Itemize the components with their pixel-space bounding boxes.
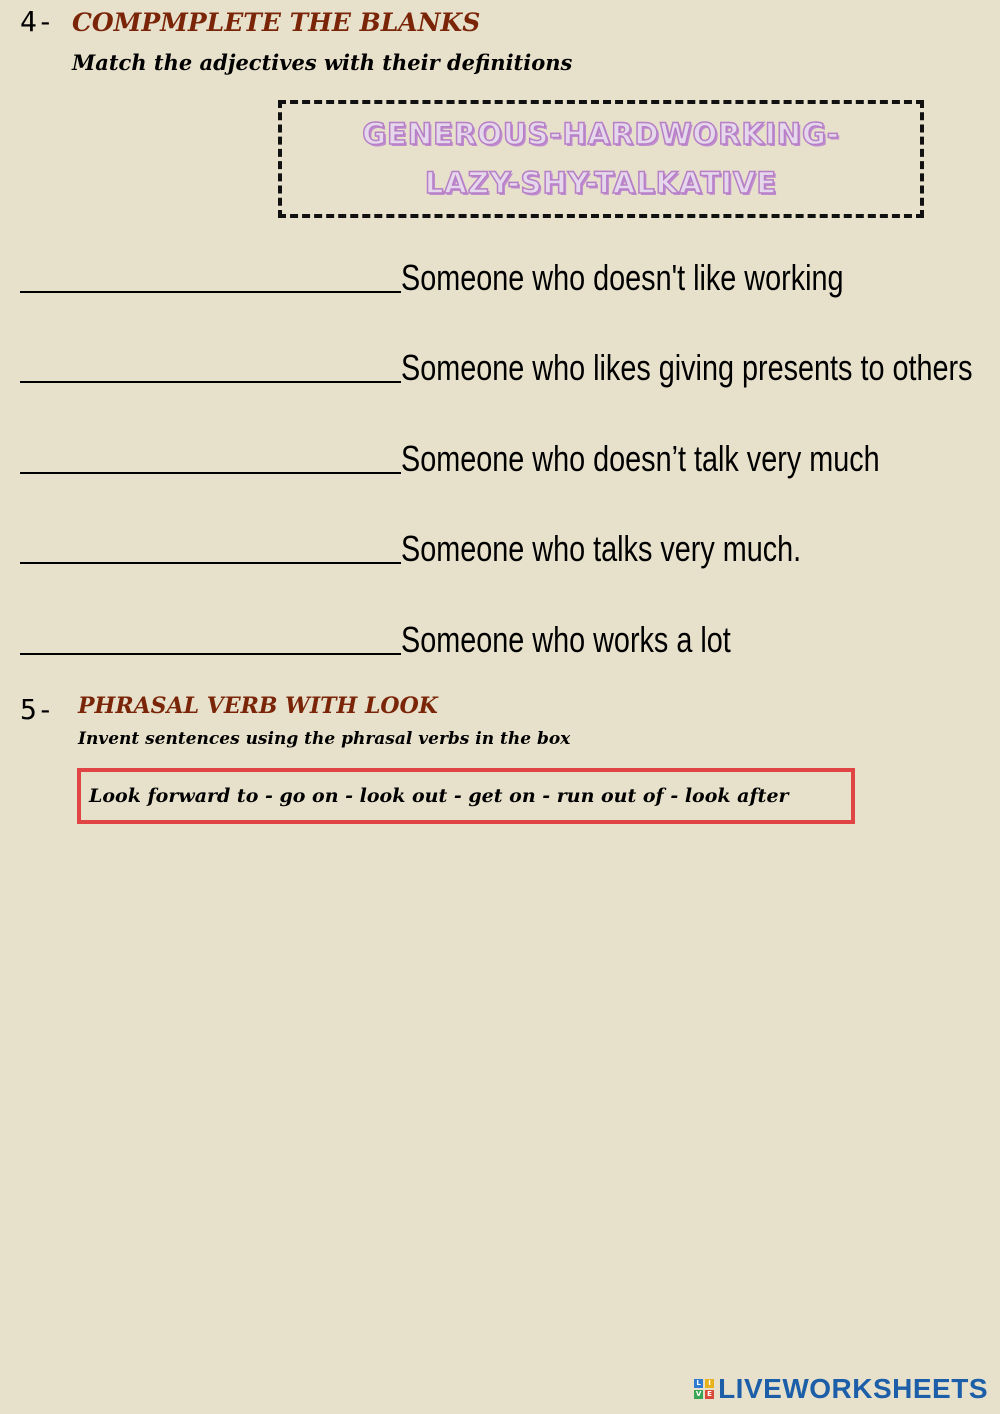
section-5-title: PHRASAL VERB WITH LOOK <box>78 693 438 719</box>
liveworksheets-logo <box>694 1373 988 1405</box>
match-row <box>20 620 1000 660</box>
answer-blank[interactable] <box>20 472 401 474</box>
logo-mark-letter: E <box>705 1390 714 1399</box>
logo-mark-letter: V <box>695 1390 702 1398</box>
word-bank-line: GENEROUS-HARDWORKING- <box>362 117 840 151</box>
answer-blank[interactable] <box>20 291 401 293</box>
match-row <box>20 529 1000 569</box>
definition-text: Someone who doesn't like working <box>401 257 844 298</box>
definition-text: Someone who doesn’t talk very much <box>401 438 880 479</box>
section-4-number: 4- <box>20 5 54 38</box>
answer-blank[interactable] <box>20 381 401 383</box>
match-row <box>20 348 1000 388</box>
section-5-subtitle: Invent sentences using the phrasal verbs in the box <box>78 729 571 749</box>
logo-mark-letter: L <box>694 1379 703 1388</box>
logo-grid-icon <box>694 1379 714 1399</box>
phrasal-verb-list: Look forward to - go on - look out - get on - run out of - look after <box>89 785 789 807</box>
logo-text: LIVEWORKSHEETS <box>718 1373 988 1404</box>
definition-text: Someone who talks very much. <box>401 528 802 569</box>
definition-text: Someone who works a lot <box>401 619 731 660</box>
word-bank-line: LAZY-SHY-TALKATIVE <box>424 166 778 200</box>
definition-text: Someone who likes giving presents to others <box>401 347 973 388</box>
phrasal-verb-box <box>77 768 855 824</box>
answer-blank[interactable] <box>20 653 401 655</box>
section-4-subtitle: Match the adjectives with their definitions <box>72 50 573 75</box>
section-5-number: 5- <box>20 693 54 726</box>
answer-blank[interactable] <box>20 562 401 564</box>
word-bank-box <box>278 100 924 218</box>
match-row <box>20 439 1000 479</box>
match-row <box>20 258 1000 298</box>
section-4-title: COMPMPLETE THE BLANKS <box>72 8 481 37</box>
logo-mark-letter: I <box>705 1379 714 1388</box>
